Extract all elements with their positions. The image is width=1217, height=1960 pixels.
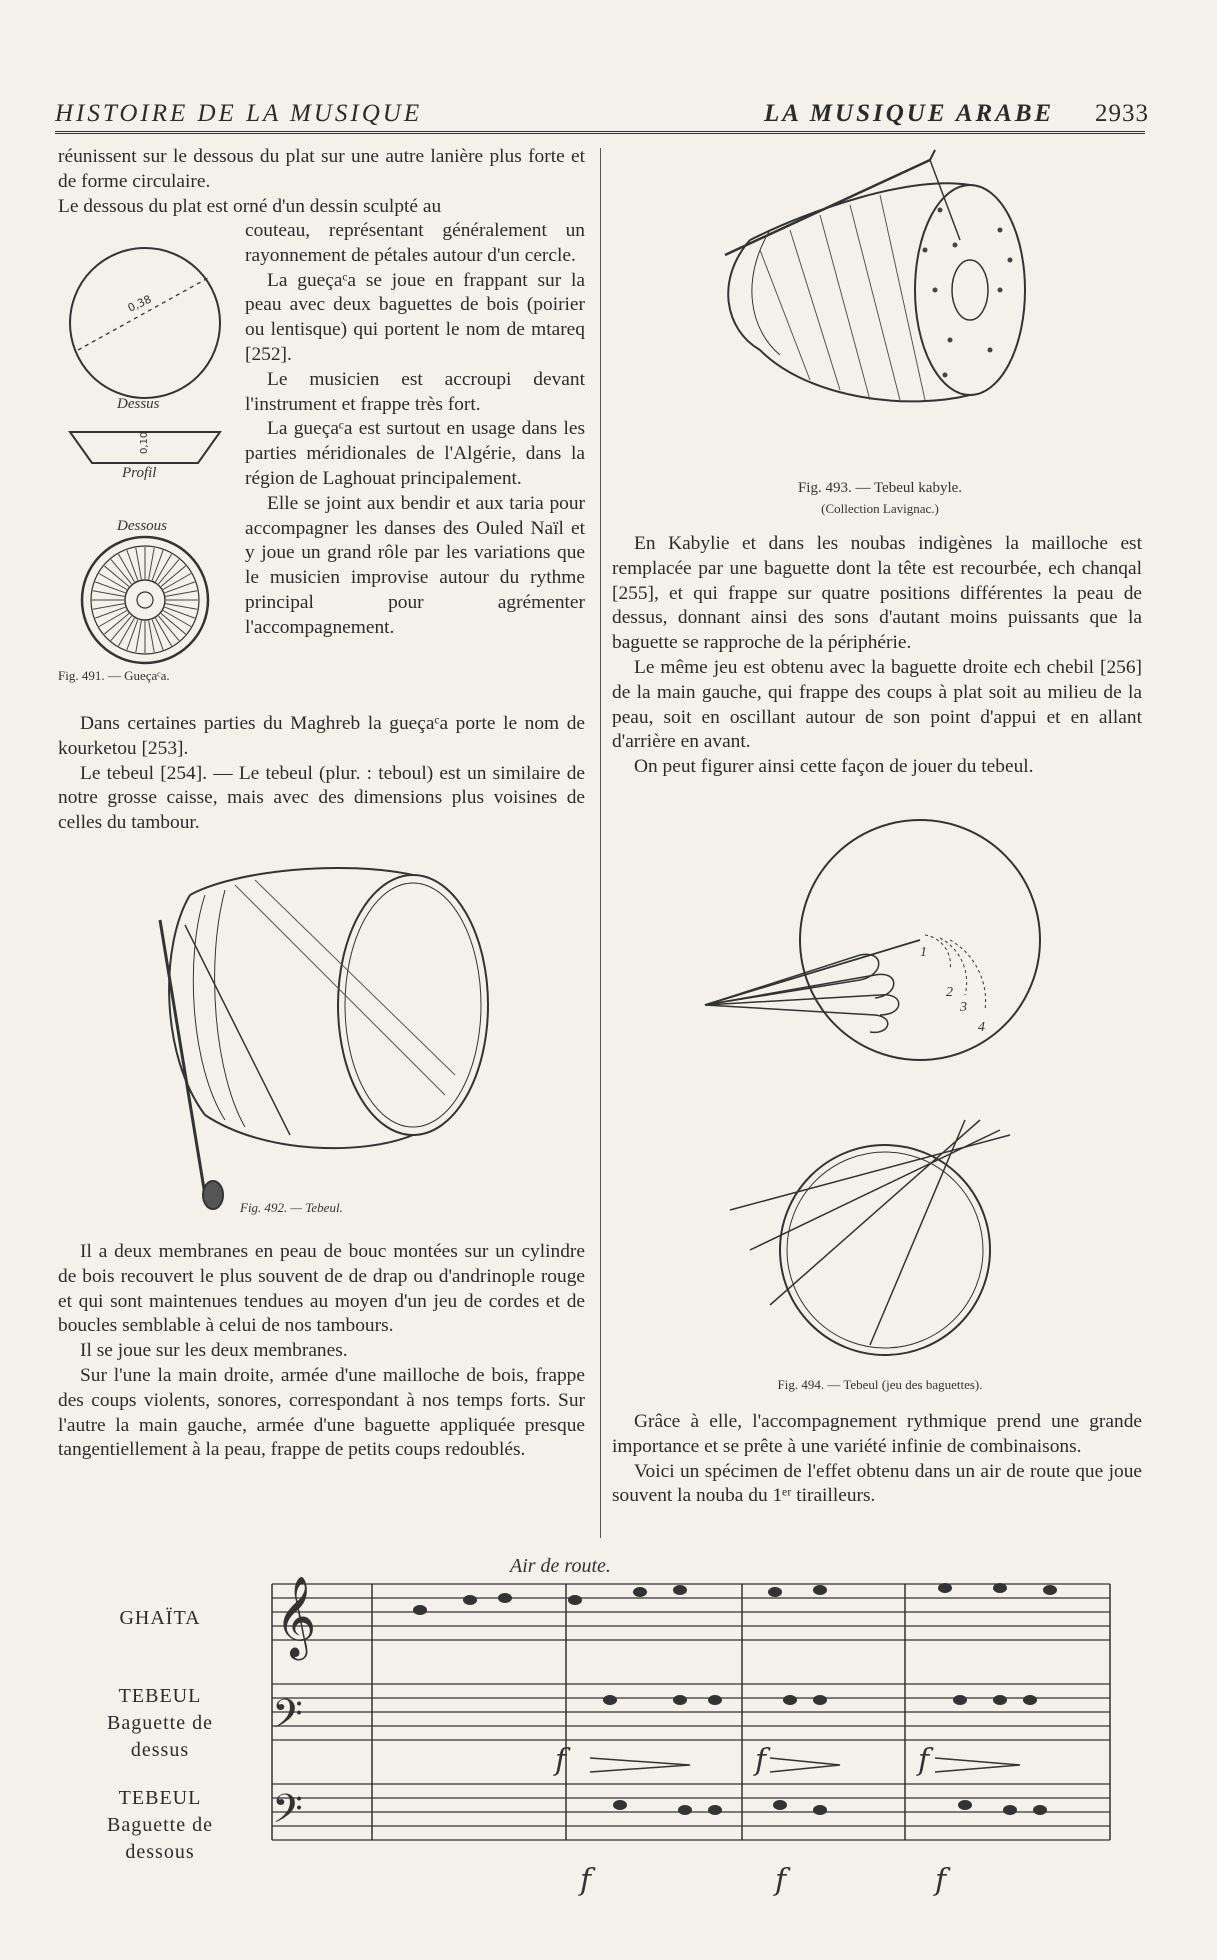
fig491-dim2-label: 0,10 — [139, 431, 150, 454]
left-para-5 — [58, 1240, 585, 1463]
running-head-left: HISTOIRE DE LA MUSIQUE — [55, 100, 423, 127]
left-wrap-p4: La gueçaᶜa est surtout en usage dans les parties méridionales de l'Algérie, dans la région de Laghouat principalement. — [245, 418, 585, 489]
staff2-label-line2: Baguette de — [107, 1712, 213, 1734]
right-para-4 — [612, 1410, 1142, 1509]
left-text-p6: Il se joue sur les deux membranes. — [80, 1340, 348, 1362]
fig494-baguettes-drawing — [710, 820, 1040, 1370]
fig493-tebeul-kabyle-drawing — [700, 150, 1030, 470]
staff3-label-line2: Baguette de — [107, 1814, 213, 1836]
right-text-p4: Grâce à elle, l'accompagnement rythmique prend une grande importance et se prête à une variété infinie de combinaisons. — [612, 1411, 1142, 1457]
fig491-gueca-drawing — [58, 245, 228, 675]
left-text-p7: Sur l'une la main droite, armée d'une mailloche de bois, frappe des coups violents, sonores, correspondant à nos temps forts. Sur l'autre la main gauche, armée d'une baguette appliquée presque tangentiellement à la peau, frappe de petits coups redoublés. — [58, 1364, 585, 1461]
fig491-label-dessus: Dessus — [117, 396, 160, 412]
left-text-p5: Il a deux membranes en peau de bouc montées sur un cylindre de bois recouvert le plus souvent de de drap ou d'andrinople rouge et qui sont maintenues tendues au moyen d'un jeu de cordes et de boucles semblable à celui de nos tambours. — [58, 1241, 585, 1337]
fig491-caption: Fig. 491. — Gueçaᶜa. — [58, 668, 170, 683]
right-text-p3: On peut figurer ainsi cette façon de jouer du tebeul. — [634, 756, 1034, 778]
header-rule — [55, 131, 1145, 134]
right-text-p1: En Kabylie et dans les noubas indigènes la mailloche est remplacée par une baguette dont la tête est recourbée, ech chanqal [255], et qui frappe sur quatre positions différentes la peau de dessus, donnant ainsi des sons d'autant moins puissants que la baguette se rapproche de la périphérie. — [612, 533, 1142, 654]
right-para-1 — [612, 532, 1142, 780]
right-text-p2: Le même jeu est obtenu avec la baguette droite ech chebil [256] de la main gauche, qui frappe des coups à plat soit au milieu de la peau, soit en oscillant autour de son point d'appui et en allant d'arrière en avant. — [612, 656, 1142, 753]
right-text-p5: Voici un spécimen de l'effet obtenu dans un air de route que joue souvent la nouba du 1ᵉʳ tirailleurs. — [612, 1460, 1142, 1507]
left-para-3 — [58, 712, 585, 836]
left-wrap-p5: Elle se joint aux bendir et aux taria pour accompagner les danses des Ouled Naïl et y joue un grand rôle par les variations que le musicien improvise autour du rythme principal pour agrémenter l'accompagnement. — [245, 492, 585, 638]
staff3-label-line3: dessous — [125, 1841, 195, 1863]
fig492-tebeul-drawing — [145, 865, 495, 1195]
fig494-num-2: 2 — [946, 985, 953, 1000]
fig491-label-profil: Profil — [122, 465, 157, 481]
staff3-label-line1: TEBEUL — [118, 1787, 202, 1809]
fig494-caption: Fig. 494. — Tebeul (jeu des baguettes). — [777, 1377, 983, 1392]
bass-clef-1: 𝄢 — [272, 1691, 303, 1747]
fig494-num-4: 4 — [978, 1020, 985, 1035]
fig492-caption: Fig. 492. — Tebeul. — [240, 1200, 343, 1215]
music-score — [0, 1560, 1217, 1960]
fig491-dim-label: 0,38 — [125, 292, 154, 315]
fig493-caption: Fig. 493. — Tebeul kabyle. — [797, 480, 963, 496]
treble-clef: 𝄞 — [275, 1575, 317, 1657]
left-wrap-p3: Le musicien est accroupi devant l'instrument et frappe très fort. — [245, 368, 585, 415]
left-text-p4: Le tebeul [254]. — Le tebeul (plur. : teboul) est un similaire de notre grosse caisse, mais avec des dimensions plus voisines de celles du tambour. — [58, 762, 585, 834]
fig493-subcaption: (Collection Lavignac.) — [821, 501, 939, 516]
running-head-right: LA MUSIQUE ARABE — [764, 100, 1055, 127]
fig494-num-3: 3 — [960, 1000, 967, 1015]
column-divider — [600, 148, 601, 1538]
left-wrap-text — [245, 219, 585, 641]
fig494-num-1: 1 — [920, 945, 927, 960]
left-wrap-p2: La gueçaᶜa se joue en frappant sur la peau avec deux baguettes de bois (poirier ou lentisque) qui portent le nom de mtareq [252]. — [245, 269, 585, 365]
fig491-label-dessous: Dessous — [117, 518, 168, 534]
left-text-p2-lead: Le dessous du plat est orné d'un dessin sculpté au — [58, 195, 442, 217]
dynamic-f-3: f — [918, 1743, 930, 1778]
left-para-1 — [58, 145, 585, 219]
dynamic-f-4: f — [580, 1863, 592, 1898]
staff2-label-line1: TEBEUL — [118, 1685, 202, 1707]
music-title: Air de route. — [510, 1555, 611, 1577]
staff1-label: GHAÏTA — [119, 1607, 201, 1629]
page-number: 2933 — [1095, 100, 1149, 127]
dynamic-f-6: f — [935, 1863, 947, 1898]
left-text-p3: Dans certaines parties du Maghreb la gueçaᶜa porte le nom de kourketou [253]. — [58, 713, 585, 759]
dynamic-f-2: f — [755, 1743, 767, 1778]
bass-clef-2: 𝄢 — [272, 1786, 303, 1842]
dynamic-f-5: f — [775, 1863, 787, 1898]
left-text-p1: réunissent sur le dessous du plat sur une autre lanière plus forte et de forme circulaire. — [58, 146, 585, 192]
staff2-label-line3: dessus — [130, 1739, 190, 1761]
dynamic-f-1: f — [555, 1743, 567, 1778]
left-wrap-p1: couteau, représentant généralement un rayonnement de pétales autour d'un cercle. — [245, 220, 585, 266]
